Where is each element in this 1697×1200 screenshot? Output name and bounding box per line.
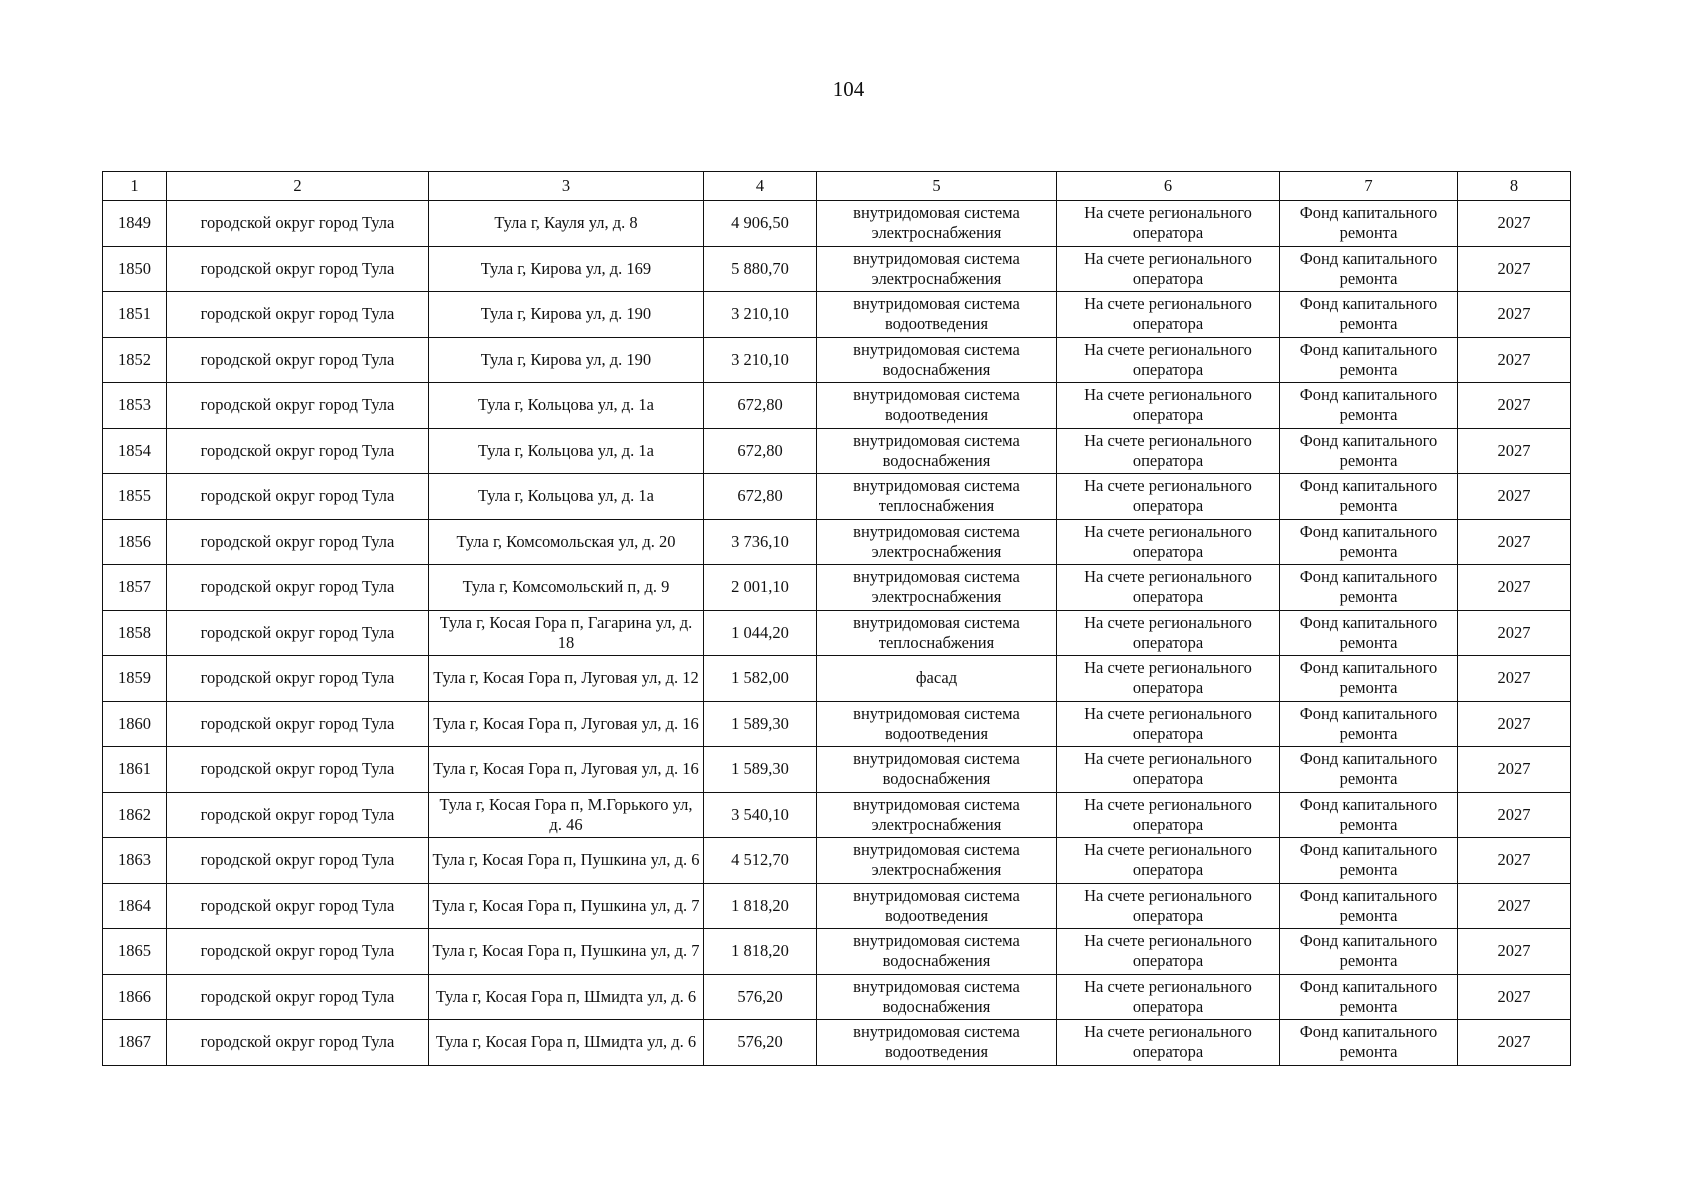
year-cell: 2027 bbox=[1458, 974, 1571, 1020]
funding-source-cell: Фонд капитального ремонта bbox=[1280, 929, 1458, 975]
address-cell: Тула г, Кауля ул, д. 8 bbox=[429, 201, 704, 247]
row-number-cell: 1862 bbox=[103, 792, 167, 838]
address-cell: Тула г, Косая Гора п, Шмидта ул, д. 6 bbox=[429, 974, 704, 1020]
work-type-cell: внутридомовая система водоотведения bbox=[817, 701, 1057, 747]
funding-source-cell: Фонд капитального ремонта bbox=[1280, 838, 1458, 884]
area-cell: 3 210,10 bbox=[704, 292, 817, 338]
area-cell: 576,20 bbox=[704, 1020, 817, 1066]
row-number-cell: 1859 bbox=[103, 656, 167, 702]
funding-source-cell: Фонд капитального ремонта bbox=[1280, 201, 1458, 247]
work-type-cell: внутридомовая система электроснабжения bbox=[817, 519, 1057, 565]
work-type-cell: внутридомовая система водоотведения bbox=[817, 383, 1057, 429]
municipality-cell: городской округ город Тула bbox=[167, 1020, 429, 1066]
funding-source-cell: Фонд капитального ремонта bbox=[1280, 383, 1458, 429]
work-type-cell: внутридомовая система водоснабжения bbox=[817, 337, 1057, 383]
area-cell: 4 906,50 bbox=[704, 201, 817, 247]
table-row bbox=[103, 474, 1571, 520]
table-row bbox=[103, 383, 1571, 429]
year-cell: 2027 bbox=[1458, 246, 1571, 292]
area-cell: 576,20 bbox=[704, 974, 817, 1020]
area-cell: 4 512,70 bbox=[704, 838, 817, 884]
year-cell: 2027 bbox=[1458, 792, 1571, 838]
address-cell: Тула г, Комсомольский п, д. 9 bbox=[429, 565, 704, 611]
municipality-cell: городской округ город Тула bbox=[167, 656, 429, 702]
year-cell: 2027 bbox=[1458, 292, 1571, 338]
area-cell: 3 736,10 bbox=[704, 519, 817, 565]
address-cell: Тула г, Косая Гора п, Луговая ул, д. 12 bbox=[429, 656, 704, 702]
table-row bbox=[103, 838, 1571, 884]
area-cell: 3 210,10 bbox=[704, 337, 817, 383]
work-type-cell: фасад bbox=[817, 656, 1057, 702]
work-type-cell: внутридомовая система электроснабжения bbox=[817, 246, 1057, 292]
table-row bbox=[103, 201, 1571, 247]
funding-source-cell: Фонд капитального ремонта bbox=[1280, 656, 1458, 702]
row-number-cell: 1855 bbox=[103, 474, 167, 520]
header-row bbox=[103, 172, 1571, 201]
column-header-4: 4 bbox=[704, 172, 817, 201]
municipality-cell: городской округ город Тула bbox=[167, 747, 429, 793]
row-number-cell: 1858 bbox=[103, 610, 167, 656]
area-cell: 1 818,20 bbox=[704, 883, 817, 929]
column-header-5: 5 bbox=[817, 172, 1057, 201]
funding-method-cell: На счете регионального оператора bbox=[1057, 656, 1280, 702]
year-cell: 2027 bbox=[1458, 428, 1571, 474]
municipality-cell: городской округ город Тула bbox=[167, 428, 429, 474]
table-row bbox=[103, 1020, 1571, 1066]
municipality-cell: городской округ город Тула bbox=[167, 838, 429, 884]
table-row bbox=[103, 929, 1571, 975]
work-type-cell: внутридомовая система водоснабжения bbox=[817, 428, 1057, 474]
year-cell: 2027 bbox=[1458, 474, 1571, 520]
row-number-cell: 1852 bbox=[103, 337, 167, 383]
address-cell: Тула г, Косая Гора п, Пушкина ул, д. 7 bbox=[429, 929, 704, 975]
row-number-cell: 1860 bbox=[103, 701, 167, 747]
year-cell: 2027 bbox=[1458, 656, 1571, 702]
work-type-cell: внутридомовая система водоснабжения bbox=[817, 974, 1057, 1020]
funding-method-cell: На счете регионального оператора bbox=[1057, 929, 1280, 975]
area-cell: 1 582,00 bbox=[704, 656, 817, 702]
municipality-cell: городской округ город Тула bbox=[167, 292, 429, 338]
page-number: 104 bbox=[832, 77, 865, 101]
table-row bbox=[103, 883, 1571, 929]
area-cell: 2 001,10 bbox=[704, 565, 817, 611]
area-cell: 3 540,10 bbox=[704, 792, 817, 838]
column-header-7: 7 bbox=[1280, 172, 1458, 201]
row-number-cell: 1856 bbox=[103, 519, 167, 565]
funding-source-cell: Фонд капитального ремонта bbox=[1280, 1020, 1458, 1066]
table-row bbox=[103, 428, 1571, 474]
address-cell: Тула г, Косая Гора п, Луговая ул, д. 16 bbox=[429, 701, 704, 747]
work-type-cell: внутридомовая система электроснабжения bbox=[817, 792, 1057, 838]
address-cell: Тула г, Косая Гора п, Пушкина ул, д. 7 bbox=[429, 883, 704, 929]
year-cell: 2027 bbox=[1458, 883, 1571, 929]
funding-method-cell: На счете регионального оператора bbox=[1057, 201, 1280, 247]
year-cell: 2027 bbox=[1458, 747, 1571, 793]
funding-source-cell: Фонд капитального ремонта bbox=[1280, 565, 1458, 611]
area-cell: 672,80 bbox=[704, 428, 817, 474]
year-cell: 2027 bbox=[1458, 838, 1571, 884]
area-cell: 1 818,20 bbox=[704, 929, 817, 975]
municipality-cell: городской округ город Тула bbox=[167, 792, 429, 838]
municipality-cell: городской округ город Тула bbox=[167, 201, 429, 247]
column-header-3: 3 bbox=[429, 172, 704, 201]
funding-method-cell: На счете регионального оператора bbox=[1057, 1020, 1280, 1066]
year-cell: 2027 bbox=[1458, 519, 1571, 565]
funding-method-cell: На счете регионального оператора bbox=[1057, 747, 1280, 793]
row-number-cell: 1865 bbox=[103, 929, 167, 975]
municipality-cell: городской округ город Тула bbox=[167, 519, 429, 565]
funding-source-cell: Фонд капитального ремонта bbox=[1280, 474, 1458, 520]
funding-source-cell: Фонд капитального ремонта bbox=[1280, 337, 1458, 383]
capital-repair-table bbox=[102, 171, 1571, 1066]
municipality-cell: городской округ город Тула bbox=[167, 337, 429, 383]
municipality-cell: городской округ город Тула bbox=[167, 883, 429, 929]
municipality-cell: городской округ город Тула bbox=[167, 565, 429, 611]
funding-method-cell: На счете регионального оператора bbox=[1057, 428, 1280, 474]
work-type-cell: внутридомовая система водоотведения bbox=[817, 292, 1057, 338]
address-cell: Тула г, Косая Гора п, Гагарина ул, д. 18 bbox=[429, 610, 704, 656]
table-row bbox=[103, 246, 1571, 292]
table-row bbox=[103, 292, 1571, 338]
year-cell: 2027 bbox=[1458, 701, 1571, 747]
address-cell: Тула г, Косая Гора п, Шмидта ул, д. 6 bbox=[429, 1020, 704, 1066]
work-type-cell: внутридомовая система электроснабжения bbox=[817, 838, 1057, 884]
row-number-cell: 1863 bbox=[103, 838, 167, 884]
funding-source-cell: Фонд капитального ремонта bbox=[1280, 519, 1458, 565]
funding-source-cell: Фонд капитального ремонта bbox=[1280, 610, 1458, 656]
year-cell: 2027 bbox=[1458, 610, 1571, 656]
municipality-cell: городской округ город Тула bbox=[167, 701, 429, 747]
address-cell: Тула г, Кирова ул, д. 190 bbox=[429, 292, 704, 338]
work-type-cell: внутридомовая система электроснабжения bbox=[817, 565, 1057, 611]
row-number-cell: 1854 bbox=[103, 428, 167, 474]
address-cell: Тула г, Кольцова ул, д. 1а bbox=[429, 474, 704, 520]
work-type-cell: внутридомовая система водоотведения bbox=[817, 1020, 1057, 1066]
funding-method-cell: На счете регионального оператора bbox=[1057, 337, 1280, 383]
row-number-cell: 1857 bbox=[103, 565, 167, 611]
year-cell: 2027 bbox=[1458, 565, 1571, 611]
work-type-cell: внутридомовая система теплоснабжения bbox=[817, 474, 1057, 520]
year-cell: 2027 bbox=[1458, 1020, 1571, 1066]
year-cell: 2027 bbox=[1458, 383, 1571, 429]
address-cell: Тула г, Косая Гора п, Луговая ул, д. 16 bbox=[429, 747, 704, 793]
municipality-cell: городской округ город Тула bbox=[167, 383, 429, 429]
column-header-8: 8 bbox=[1458, 172, 1571, 201]
row-number-cell: 1867 bbox=[103, 1020, 167, 1066]
municipality-cell: городской округ город Тула bbox=[167, 610, 429, 656]
funding-source-cell: Фонд капитального ремонта bbox=[1280, 747, 1458, 793]
row-number-cell: 1850 bbox=[103, 246, 167, 292]
address-cell: Тула г, Кольцова ул, д. 1а bbox=[429, 383, 704, 429]
table-row bbox=[103, 747, 1571, 793]
funding-method-cell: На счете регионального оператора bbox=[1057, 246, 1280, 292]
work-type-cell: внутридомовая система водоснабжения bbox=[817, 929, 1057, 975]
funding-source-cell: Фонд капитального ремонта bbox=[1280, 246, 1458, 292]
table-body bbox=[103, 201, 1571, 1066]
table-row bbox=[103, 792, 1571, 838]
municipality-cell: городской округ город Тула bbox=[167, 929, 429, 975]
funding-method-cell: На счете регионального оператора bbox=[1057, 974, 1280, 1020]
table-row bbox=[103, 656, 1571, 702]
work-type-cell: внутридомовая система электроснабжения bbox=[817, 201, 1057, 247]
work-type-cell: внутридомовая система теплоснабжения bbox=[817, 610, 1057, 656]
area-cell: 1 044,20 bbox=[704, 610, 817, 656]
funding-method-cell: На счете регионального оператора bbox=[1057, 292, 1280, 338]
row-number-cell: 1864 bbox=[103, 883, 167, 929]
funding-method-cell: На счете регионального оператора bbox=[1057, 610, 1280, 656]
column-header-2: 2 bbox=[167, 172, 429, 201]
funding-source-cell: Фонд капитального ремонта bbox=[1280, 292, 1458, 338]
funding-source-cell: Фонд капитального ремонта bbox=[1280, 792, 1458, 838]
address-cell: Тула г, Косая Гора п, М.Горького ул, д. 46 bbox=[429, 792, 704, 838]
municipality-cell: городской округ город Тула bbox=[167, 474, 429, 520]
funding-method-cell: На счете регионального оператора bbox=[1057, 474, 1280, 520]
row-number-cell: 1851 bbox=[103, 292, 167, 338]
year-cell: 2027 bbox=[1458, 337, 1571, 383]
funding-method-cell: На счете регионального оператора bbox=[1057, 565, 1280, 611]
year-cell: 2027 bbox=[1458, 201, 1571, 247]
municipality-cell: городской округ город Тула bbox=[167, 974, 429, 1020]
area-cell: 1 589,30 bbox=[704, 747, 817, 793]
area-cell: 1 589,30 bbox=[704, 701, 817, 747]
table-row bbox=[103, 701, 1571, 747]
funding-source-cell: Фонд капитального ремонта bbox=[1280, 428, 1458, 474]
work-type-cell: внутридомовая система водоснабжения bbox=[817, 747, 1057, 793]
column-header-1: 1 bbox=[103, 172, 167, 201]
funding-source-cell: Фонд капитального ремонта bbox=[1280, 974, 1458, 1020]
column-header-6: 6 bbox=[1057, 172, 1280, 201]
funding-source-cell: Фонд капитального ремонта bbox=[1280, 701, 1458, 747]
funding-method-cell: На счете регионального оператора bbox=[1057, 701, 1280, 747]
table-row bbox=[103, 565, 1571, 611]
funding-method-cell: На счете регионального оператора bbox=[1057, 519, 1280, 565]
funding-method-cell: На счете регионального оператора bbox=[1057, 838, 1280, 884]
area-cell: 672,80 bbox=[704, 383, 817, 429]
funding-method-cell: На счете регионального оператора bbox=[1057, 883, 1280, 929]
address-cell: Тула г, Кирова ул, д. 169 bbox=[429, 246, 704, 292]
address-cell: Тула г, Кольцова ул, д. 1а bbox=[429, 428, 704, 474]
table-row bbox=[103, 610, 1571, 656]
area-cell: 672,80 bbox=[704, 474, 817, 520]
address-cell: Тула г, Кирова ул, д. 190 bbox=[429, 337, 704, 383]
year-cell: 2027 bbox=[1458, 929, 1571, 975]
table-row bbox=[103, 519, 1571, 565]
funding-source-cell: Фонд капитального ремонта bbox=[1280, 883, 1458, 929]
row-number-cell: 1849 bbox=[103, 201, 167, 247]
municipality-cell: городской округ город Тула bbox=[167, 246, 429, 292]
area-cell: 5 880,70 bbox=[704, 246, 817, 292]
table-row bbox=[103, 337, 1571, 383]
row-number-cell: 1866 bbox=[103, 974, 167, 1020]
work-type-cell: внутридомовая система водоотведения bbox=[817, 883, 1057, 929]
address-cell: Тула г, Косая Гора п, Пушкина ул, д. 6 bbox=[429, 838, 704, 884]
funding-method-cell: На счете регионального оператора bbox=[1057, 383, 1280, 429]
address-cell: Тула г, Комсомольская ул, д. 20 bbox=[429, 519, 704, 565]
funding-method-cell: На счете регионального оператора bbox=[1057, 792, 1280, 838]
row-number-cell: 1861 bbox=[103, 747, 167, 793]
row-number-cell: 1853 bbox=[103, 383, 167, 429]
table-row bbox=[103, 974, 1571, 1020]
